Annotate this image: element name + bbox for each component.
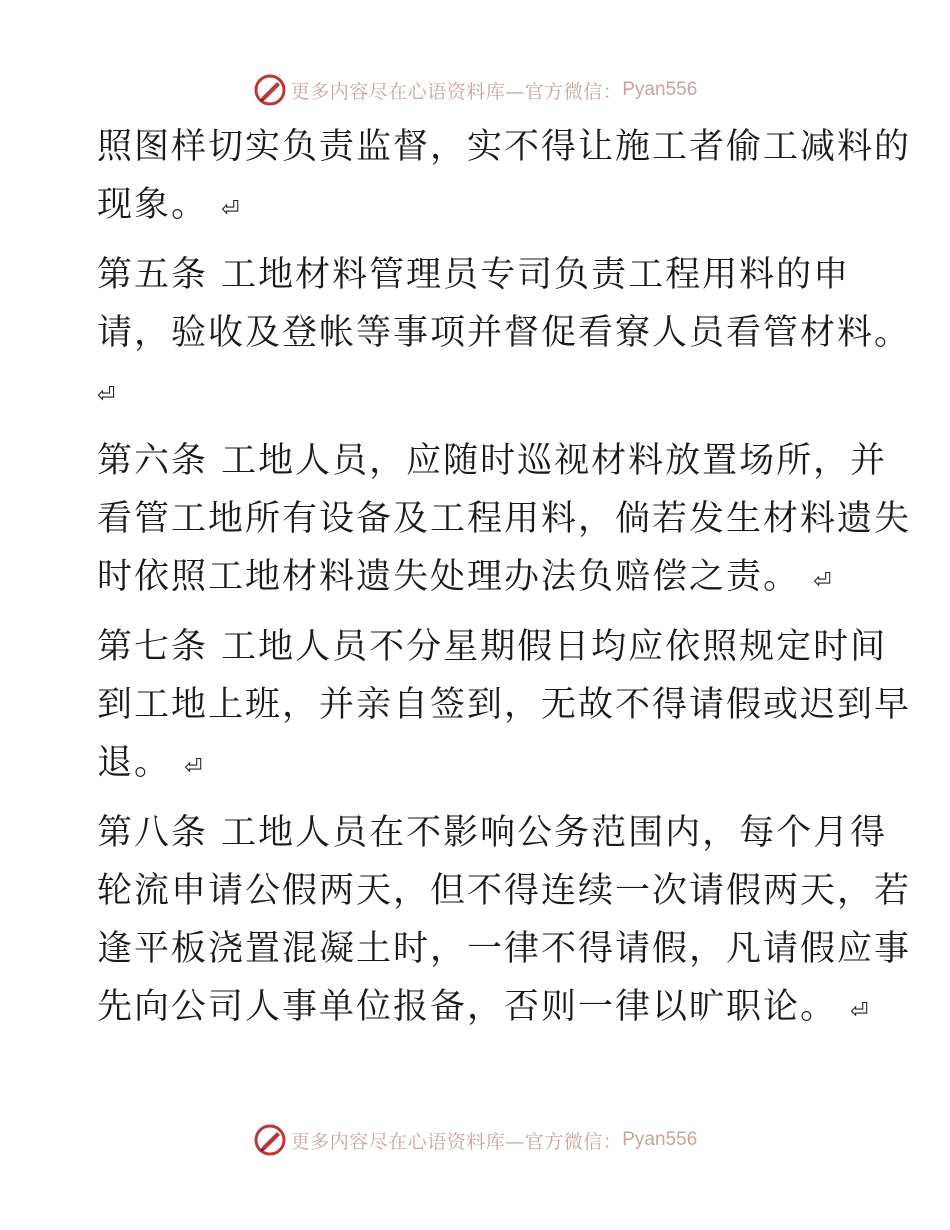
text-line: 逢平板浇置混凝土时，一律不得请假，凡请假应事 <box>97 929 912 969</box>
paragraph-mark-icon: ⏎ <box>221 197 240 222</box>
watermark-banner-bottom <box>0 1120 950 1160</box>
watermark-banner-top <box>0 70 950 110</box>
text-line: 先向公司人事单位报备，否则一律以旷职论。 ⏎ <box>97 987 869 1027</box>
paragraph-mark-icon: ⏎ <box>97 383 116 408</box>
paragraph-article-5 <box>97 246 912 420</box>
text-line: 时依照工地材料遗失处理办法负赔偿之责。 ⏎ <box>97 557 832 597</box>
text-line: 第六条 工地人员，应随时巡视材料放置场所，并 <box>97 441 888 481</box>
text-line: 请，验收及登帐等事项并督促看寮人员看管材料。 <box>97 313 912 353</box>
document-body <box>97 118 912 1048</box>
paragraph-article-8 <box>97 804 912 1036</box>
text-line: 看管工地所有设备及工程用料，倘若发生材料遗失 <box>97 499 912 539</box>
paragraph-mark-icon: ⏎ <box>813 569 832 594</box>
paragraph-mark-icon: ⏎ <box>850 999 869 1024</box>
pen-logo-icon <box>253 1123 287 1157</box>
watermark-wechat-id: Pyan556 <box>622 1129 698 1150</box>
watermark-wechat-id: Pyan556 <box>622 79 698 100</box>
text-line: 现象。 ⏎ <box>97 185 240 225</box>
paragraph-article-7 <box>97 618 912 792</box>
watermark-text: 更多内容尽在心语资料库—官方微信： <box>290 80 623 103</box>
paragraph-continuation <box>97 118 912 234</box>
paragraph-mark-icon: ⏎ <box>184 755 203 780</box>
pen-logo-icon <box>253 73 287 107</box>
text-line: 照图样切实负责监督，实不得让施工者偷工减料的 <box>97 127 912 167</box>
text-line: 退。 ⏎ <box>97 743 203 783</box>
watermark-text: 更多内容尽在心语资料库—官方微信： <box>290 1130 623 1153</box>
text-line: 到工地上班，并亲自签到，无故不得请假或迟到早 <box>97 685 912 725</box>
text-line <box>97 362 857 420</box>
text-line: 轮流申请公假两天，但不得连续一次请假两天，若 <box>97 871 912 911</box>
text-line: 第八条 工地人员在不影响公务范围内，每个月得 <box>97 813 888 853</box>
text-line: 第七条 工地人员不分星期假日均应依照规定时间 <box>97 627 888 667</box>
text-line: 第五条 工地材料管理员专司负责工程用料的申 <box>97 255 851 295</box>
paragraph-article-6 <box>97 432 912 606</box>
